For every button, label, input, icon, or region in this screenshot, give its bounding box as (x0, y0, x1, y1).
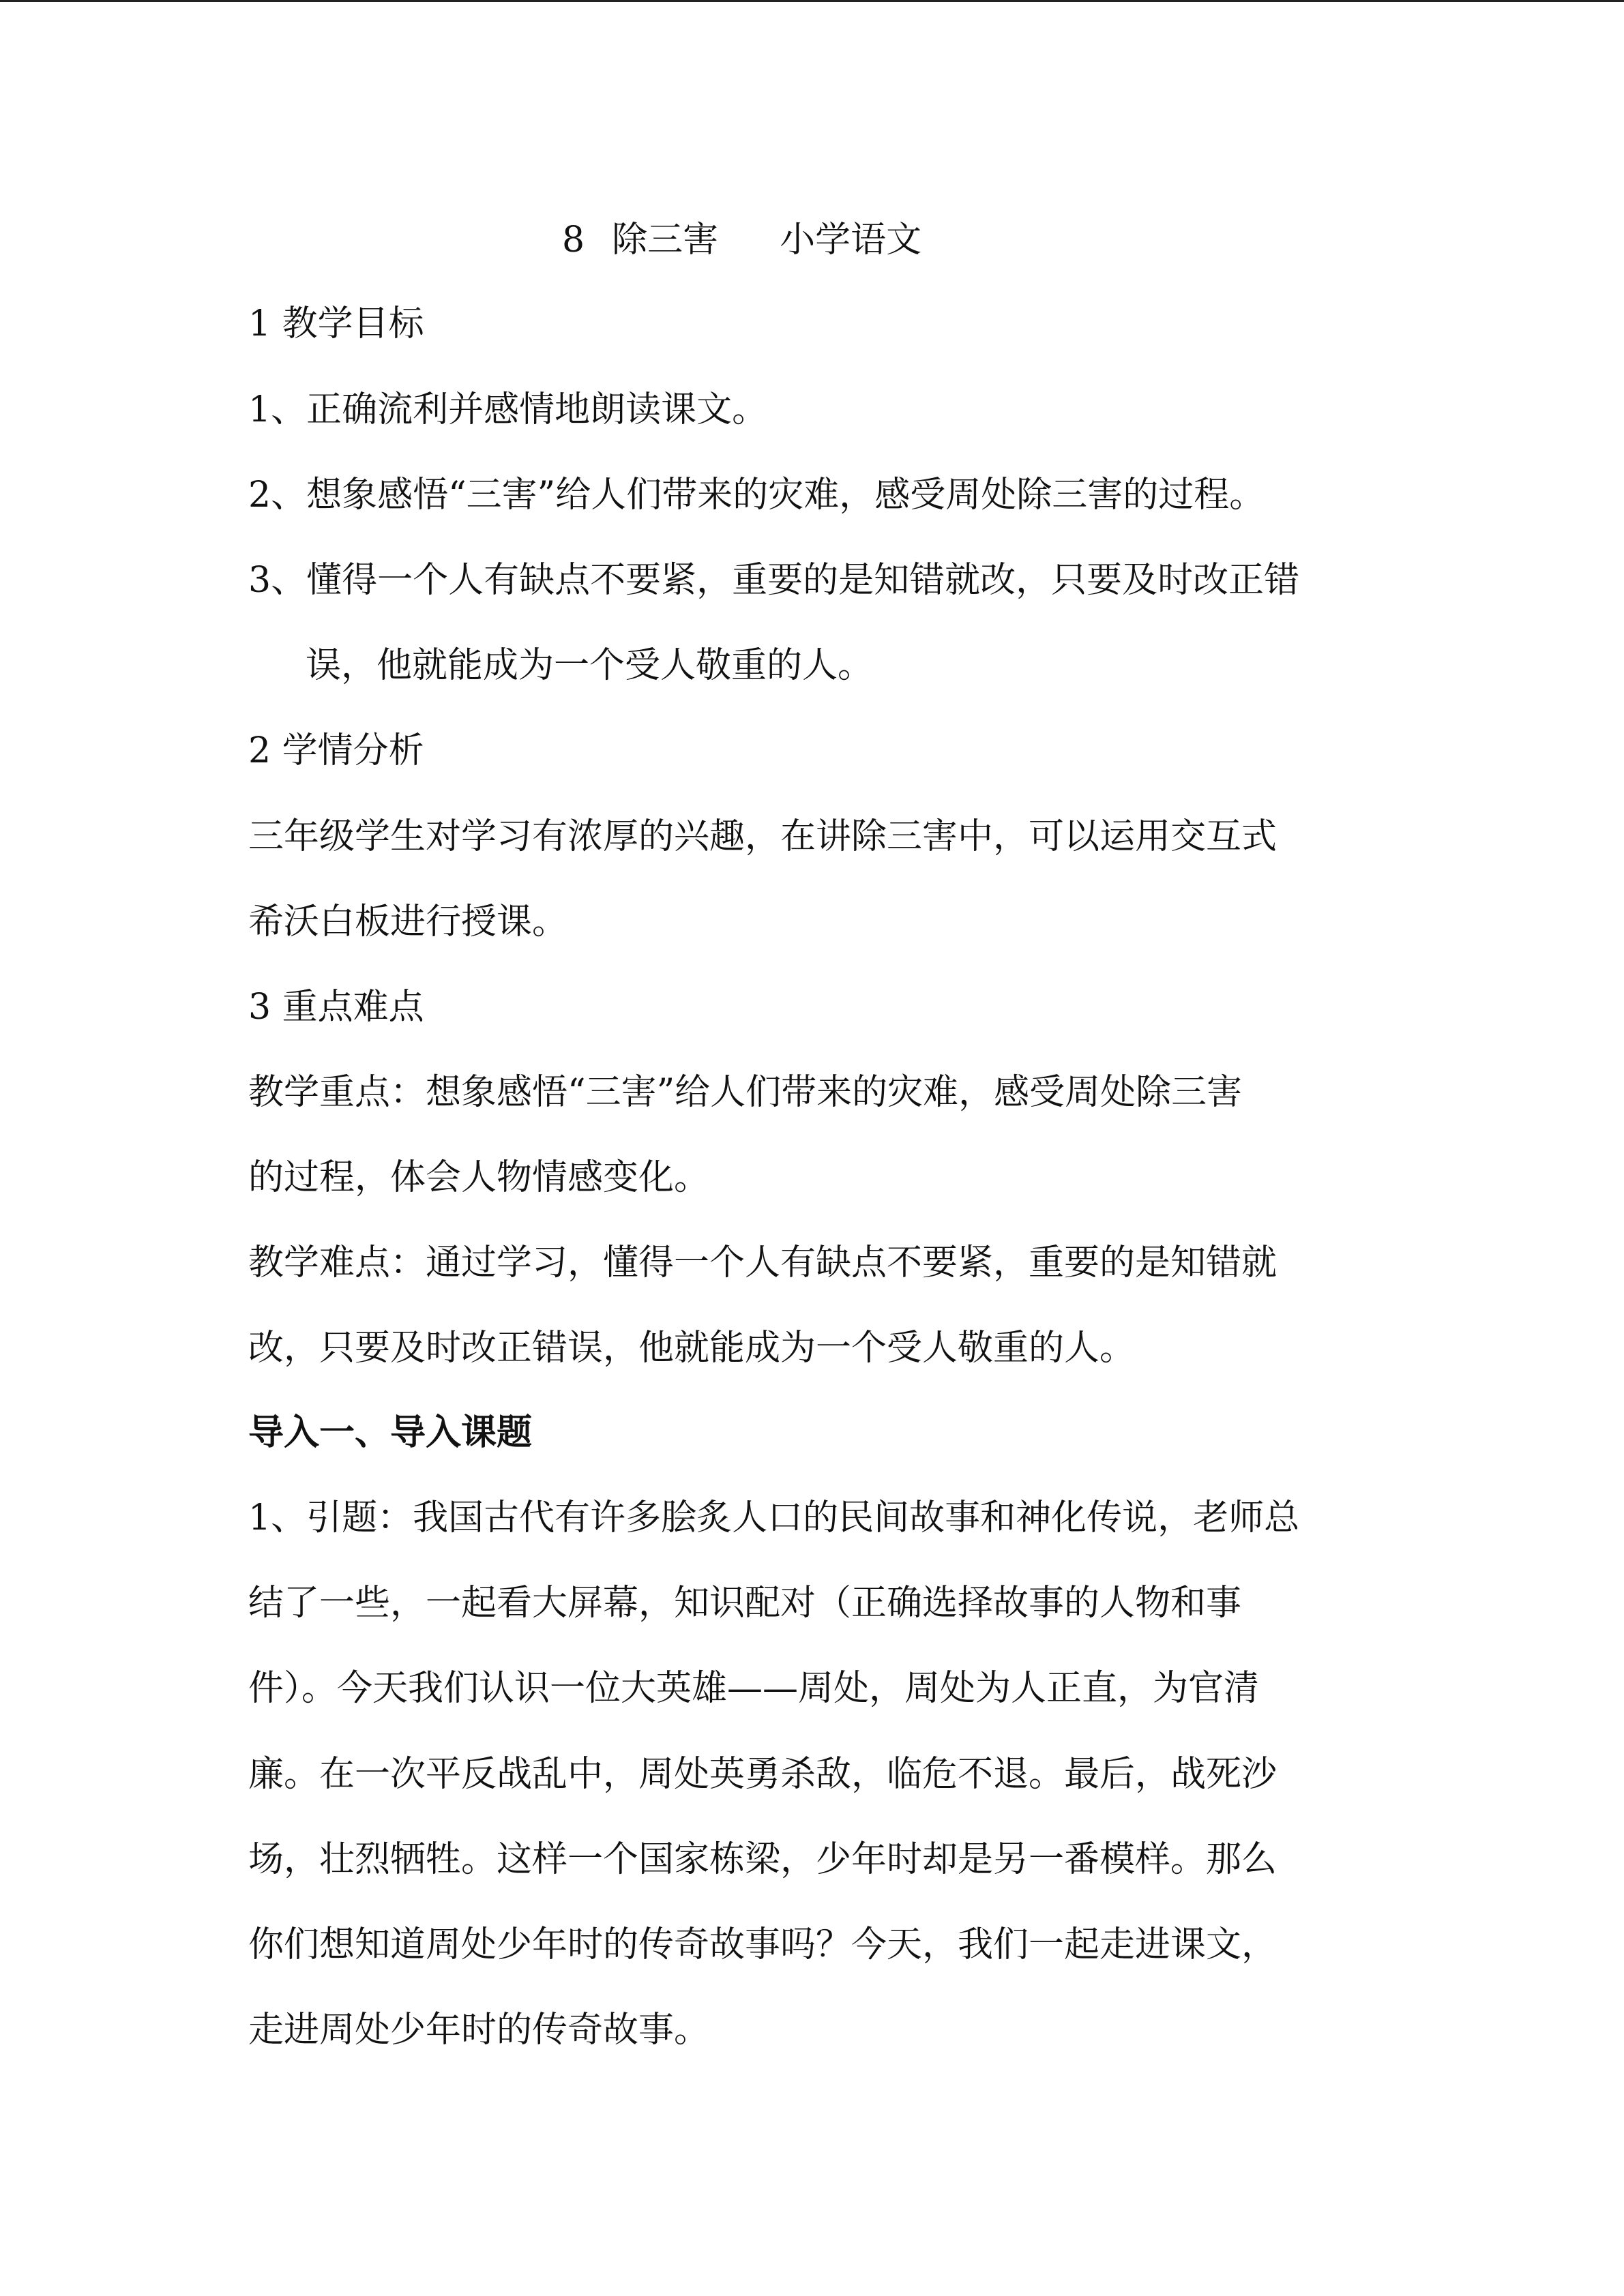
difficulty-line-2: 改，只要及时改正错误，他就能成为一个受人敬重的人。 (248, 1328, 1136, 1369)
intro-line-6: 你们想知道周处少年时的传奇故事吗？今天，我们一起走进课文， (248, 1924, 1278, 1965)
objective-2: 2、想象感悟“三害”给人们带来的灾难，感受周处除三害的过程。 (248, 475, 1265, 516)
intro-line-2: 结了一些，一起看大屏幕，知识配对（正确选择故事的人物和事 (248, 1583, 1242, 1624)
analysis-line-2: 希沃白板进行授课。 (248, 901, 568, 942)
intro-line-1: 1、引题：我国古代有许多脍炙人口的民间故事和神化传说，老师总 (248, 1497, 1300, 1538)
objective-3-line-2: 误，他就能成为一个受人敬重的人。 (306, 645, 874, 686)
lesson-name: 除三害 (612, 220, 719, 260)
document-title (562, 218, 921, 262)
analysis-heading: 2 学情分析 (248, 730, 424, 771)
key-point-line-1: 教学重点：想象感悟“三害”给人们带来的灾难，感受周处除三害 (248, 1072, 1243, 1113)
analysis-line-1: 三年级学生对学习有浓厚的兴趣，在讲除三害中，可以运用交互式 (248, 816, 1278, 857)
top-border-rule (0, 0, 1624, 2)
objectives-heading: 1 教学目标 (248, 303, 424, 344)
lesson-number: 8 (562, 220, 585, 260)
key-point-line-2: 的过程，体会人物情感变化。 (248, 1157, 710, 1198)
objective-3-line-1: 3、懂得一个人有缺点不要紧，重要的是知错就改，只要及时改正错 (248, 560, 1300, 601)
objective-1: 1、正确流利并感情地朗读课文。 (248, 389, 768, 430)
key-heading: 3 重点难点 (248, 987, 424, 1028)
intro-line-5: 场，壮烈牺牲。这样一个国家栋梁，少年时却是另一番模样。那么 (248, 1839, 1278, 1880)
intro-heading: 导入一、导入课题 (248, 1412, 533, 1453)
intro-line-4: 廉。在一次平反战乱中，周处英勇杀敌，临危不退。最后，战死沙 (248, 1754, 1278, 1795)
subject-name: 小学语文 (780, 220, 922, 260)
difficulty-line-1: 教学难点：通过学习，懂得一个人有缺点不要紧，重要的是知错就 (248, 1242, 1278, 1283)
intro-line-7: 走进周处少年时的传奇故事。 (248, 2010, 710, 2051)
intro-line-3: 件）。今天我们认识一位大英雄——周处，周处为人正直，为官清 (248, 1668, 1260, 1709)
